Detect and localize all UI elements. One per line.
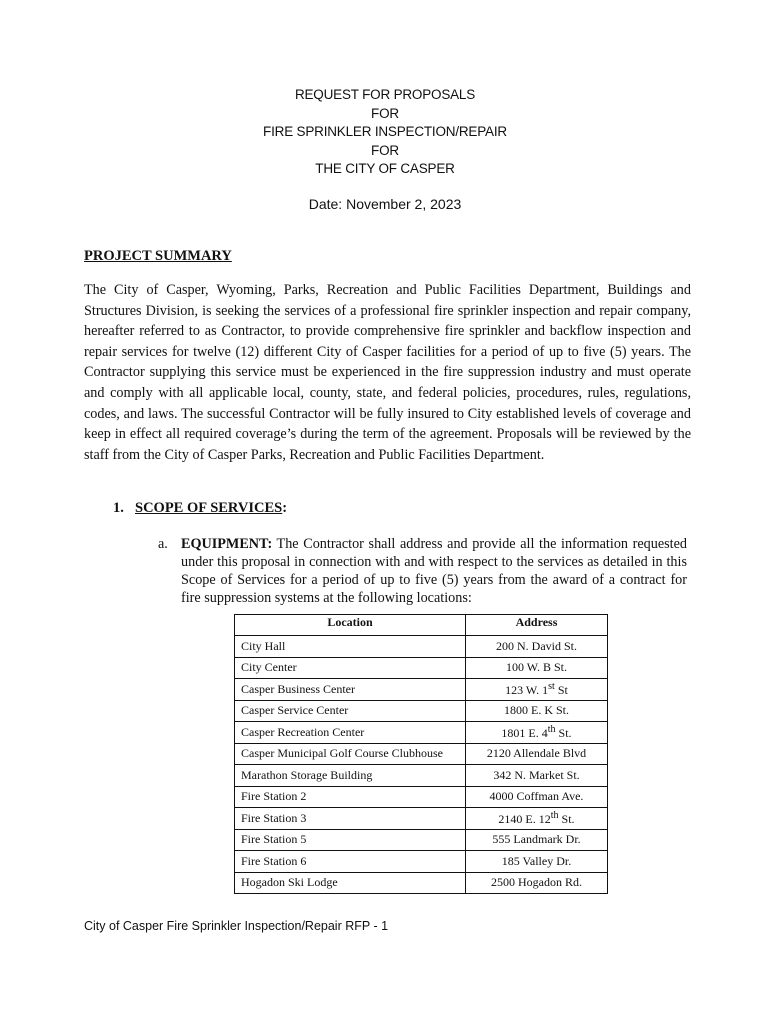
project-summary-text: The City of Casper, Wyoming, Parks, Recreation and Public Facilities Department, Buildings and Structures Division, is seeking the services of a professional fire sprinkler inspection and repair company, hereafter referred to as Contractor, to provide comprehensive fire sprinkler and backflow inspection and repair services for twelve (12) different City of Casper facilities for a period of up to five (5) years. The Contractor supplying this service must be experienced in the fire suppression industry and must operate and comply with all applicable local, county, state, and federal policies, procedures, rules, regulations, codes, and laws. The successful Contractor will be fully insured to City established levels of coverage and keep in effect all required coverage’s during the term of the agreement. Proposals will be reviewed by the staff from the City of Casper Parks, Recreation and Public Facilities Department. (84, 282, 691, 463)
address-text: St. (555, 725, 572, 740)
address-cell: 2500 Hogadon Rd. (466, 872, 608, 894)
address-cell: 555 Landmark Dr. (466, 829, 608, 851)
location-cell: Fire Station 5 (235, 829, 466, 851)
ordinal-suffix: th (547, 723, 556, 735)
location-cell: Casper Service Center (235, 700, 466, 722)
table-row (235, 786, 608, 808)
table-row (235, 743, 608, 765)
location-cell: Marathon Storage Building (235, 765, 466, 787)
scope-of-services-heading (113, 500, 287, 517)
address-cell: 100 W. B St. (466, 657, 608, 679)
address-text: 2140 E. 12 (498, 811, 551, 826)
table-row (235, 657, 608, 679)
address-text: 1801 E. 4 (501, 725, 548, 740)
equipment-text: The Contractor shall address and provide all the information requested under this proposal in connection with and with respect to the services as detailed in this Scope of Services for a period of up to five (5) years from the award of a contract for fire suppression systems at the following locations: (181, 536, 687, 606)
equipment-paragraph (158, 535, 687, 607)
title-line-2: FOR (371, 105, 399, 121)
location-cell: Fire Station 6 (235, 851, 466, 873)
table-row (235, 872, 608, 894)
address-cell (466, 722, 608, 744)
address-text: St (554, 682, 568, 697)
equipment-label: EQUIPMENT: (181, 536, 273, 552)
title-line-4: FOR (371, 142, 399, 158)
table-row (235, 765, 608, 787)
table-row (235, 679, 608, 701)
scope-number: 1. (113, 500, 124, 516)
equipment-body (181, 535, 687, 607)
scope-title: SCOPE OF SERVICES (135, 500, 283, 516)
address-cell (466, 808, 608, 830)
table-row (235, 700, 608, 722)
title-line-5: THE CITY OF CASPER (315, 161, 455, 177)
location-cell: Hogadon Ski Lodge (235, 872, 466, 894)
title-line-1: REQUEST FOR PROPOSALS (294, 87, 476, 102)
location-cell: Casper Municipal Golf Course Clubhouse (235, 743, 466, 765)
table-row (235, 829, 608, 851)
location-cell: Casper Recreation Center (235, 722, 466, 744)
table-row (235, 808, 608, 830)
table-row (235, 851, 608, 873)
page-footer: City of Casper Fire Sprinkler Inspection/Repair RFP - 1 (84, 919, 389, 933)
location-cell: City Center (235, 657, 466, 679)
address-text: St. (558, 811, 575, 826)
ordinal-suffix: th (550, 809, 559, 821)
address-text: 123 W. 1 (505, 682, 549, 697)
equipment-letter: a. (158, 536, 168, 552)
location-cell: Fire Station 2 (235, 786, 466, 808)
table-row (235, 636, 608, 658)
location-cell: City Hall (235, 636, 466, 658)
scope-colon: : (282, 500, 288, 516)
table-header-row (235, 615, 608, 636)
table-row (235, 722, 608, 744)
address-cell: 342 N. Market St. (466, 765, 608, 787)
document-title-block (0, 86, 770, 179)
location-cell: Fire Station 3 (235, 808, 466, 830)
ordinal-suffix: st (548, 680, 555, 692)
address-cell: 2120 Allendale Blvd (466, 743, 608, 765)
address-cell: 1800 E. K St. (466, 700, 608, 722)
title-line-3: FIRE SPRINKLER INSPECTION/REPAIR (263, 124, 507, 140)
address-cell: 185 Valley Dr. (466, 851, 608, 873)
document-date: Date: November 2, 2023 (308, 196, 462, 212)
address-cell: 200 N. David St. (466, 636, 608, 658)
address-cell (466, 679, 608, 701)
location-column-header: Location (235, 615, 466, 636)
location-cell: Casper Business Center (235, 679, 466, 701)
address-cell: 4000 Coffman Ave. (466, 786, 608, 808)
locations-table (234, 614, 608, 894)
project-summary-heading: PROJECT SUMMARY (84, 248, 232, 264)
address-column-header: Address (466, 615, 608, 636)
